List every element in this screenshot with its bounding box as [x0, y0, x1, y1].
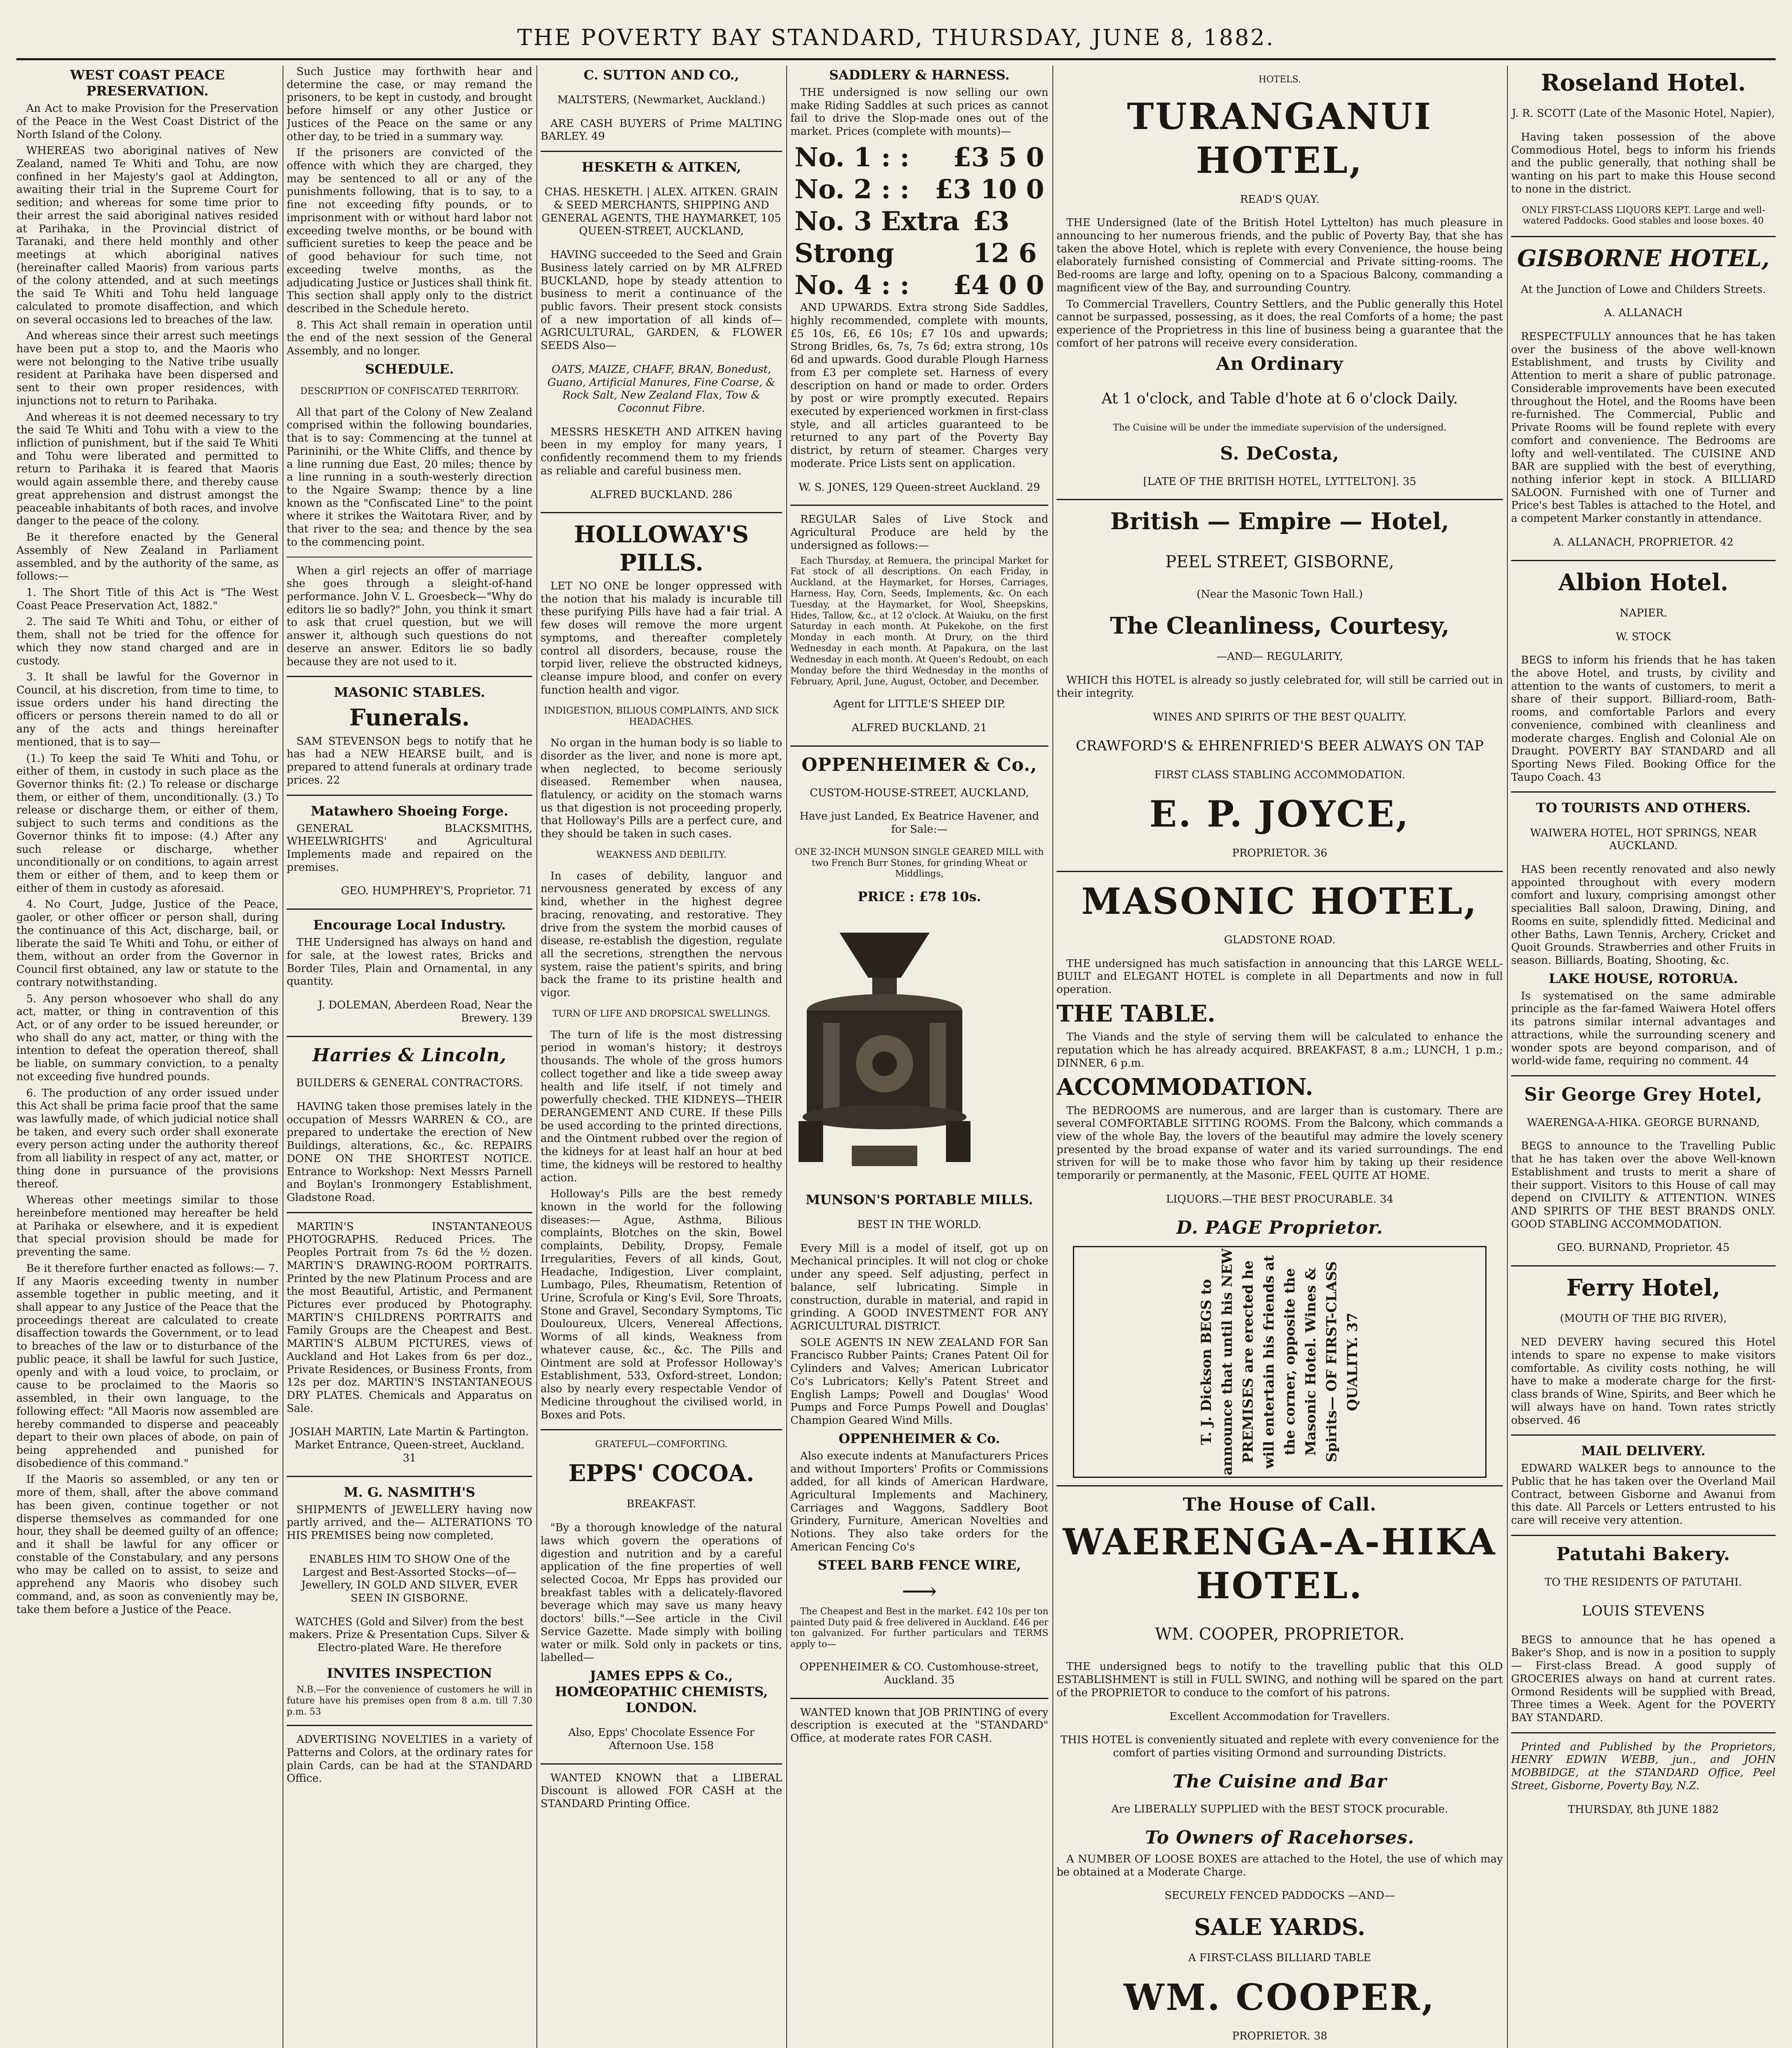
- ad-heading: British — Empire — Hotel,: [1110, 508, 1449, 535]
- price-value: £3 5 0: [953, 142, 1044, 173]
- ad-subheading: BEST IN THE WORLD.: [857, 1218, 982, 1231]
- price-value: £3 12 6: [973, 206, 1037, 269]
- ad-text: LET NO ONE be longer oppressed with the notion that his malady is incurable till these purifying Pills have had a fair trial. A few doses will remove the more urgent symptoms, and thereafter completely control all disorders, because, rouse the torpid liver, relieve the obstructed kidneys, cleanse impure blood, and confer on every function health and vigor.: [541, 580, 782, 696]
- divider: [1511, 236, 1776, 237]
- ad-subheading: BREAKFAST.: [626, 1498, 696, 1511]
- article-paragraph: 1. The Short Title of this Act is "The West Coast Peace Preservation Act, 1882.": [16, 586, 278, 612]
- ad-text: ONE 32-INCH MUNSON SINGLE GEARED MILL with two French Burr Stones, for grinding Wheat or Middlings,: [795, 847, 1044, 879]
- ad-heading: SADDLERY & HARNESS.: [829, 67, 1010, 83]
- price-value: £4 0 0: [953, 270, 1044, 301]
- ad-subheading: (MOUTH OF THE BIG RIVER),: [1560, 1312, 1727, 1325]
- ad-heading: TURANGANUI HOTEL,: [1127, 95, 1432, 182]
- ad-heading: The Cleanliness, Courtesy,: [1110, 612, 1450, 640]
- ad-text: WANTED KNOWN that a LIBERAL Discount is allowed FOR CASH at the STANDARD Printing Office.: [541, 1772, 782, 1810]
- ad-text: T. J. Dickson BEGS to announce that until his NEW PREMISES are erected he will entertain his friends at the corner, opposite the Masonic Hotel. Wines & Spirits— OF FIRST-CLASS QUALITY. 37: [1198, 1248, 1361, 1476]
- divider: [541, 151, 782, 152]
- ad-text: MESSRS HESKETH AND AITKEN having been in my employ for many years, I confidently recommend them to my friends as reliable and careful business men.: [541, 426, 782, 477]
- ad-text: Every Mill is a model of itself, got up on Mechanical principles. It will not clog or choke under any speed. Self adjusting, perfect in balance, self lubricating. Simple in construction, durable in material, and rapid in grinding. A GOOD INVESTMENT FOR ANY AGRICULTURAL DISTRICT.: [790, 1242, 1048, 1333]
- article-paragraph: (1.) To keep the said Te Whiti and Tohu, or either of them, in custody in such place as the Governor thinks fit: (2.) To release or discharge them, or either of them, unconditionally. (3.) To release or discharge them, or either of them, subject to such terms and conditions as the Governor thinks fit to impose: (4.) After any such release or discharge, whether unconditionally or on conditions, to again arrest them or either of them, and to keep them or either of them in custody as aforesaid.: [16, 752, 278, 895]
- ad-text: PROPRIETOR. 36: [1232, 847, 1328, 859]
- ad-text: RESPECTFULLY announces that he has taken over the business of the above well-known Establishment, and trusts by Civility and Attention to merit a share of public patronage. Considerable improvements have been executed throughout the Hotel, and the Rooms have been re-furnished. The Commercial, Public and Private Rooms will be found replete with every comfort and convenience. The Bedrooms are lofty and well-ventilated. The CUISINE AND BAR are supplied with the best of everything, nothing inferior kept in stock. A BILLIARD SALOON. Furnished with one of Turner and Price's best Tables is attached to the Hotel, and a competent Marker constantly in attendance.: [1511, 331, 1776, 525]
- ad-signature: ALFRED BUCKLAND. 286: [590, 488, 733, 501]
- barbed-wire-arrow-icon: ⟶: [901, 1577, 937, 1606]
- column-rule: [786, 66, 787, 2048]
- column-5: [1057, 66, 1503, 2048]
- column-3: [541, 66, 782, 2048]
- article-paragraph: And whereas since their arrest such meetings have been put a stop to, and the Maoris who were not belonging to the Native tribe usually resident at Parihaka have been dispersed and sent to their own proper residences, with injunctions not to return to Parihaka.: [16, 330, 278, 407]
- dickson-ad-box: [1073, 1246, 1487, 1478]
- ad-text: Holloway's Pills are the best remedy known in the world for the following diseases:— Ague, Asthma, Bilious complaints, Blotches on the skin, Bowel complaints, Debility, Dropsy, Female Irregularities, Fevers of all kinds, Gout, Headache, Indigestion, Liver complaint, Lumbago, Piles, Rheumatism, Retention of Urine, Scrofula or King's Evil, Sore Throats, Stone and Gravel, Secondary Symptoms, Tic Douloureux, Ulcers, Venereal Affections, Worms of all kinds, Weakness from whatever cause, &c., &c. The Pills and Ointment are sold at Professor Holloway's Establishment, 533, Oxford-street, London; also by nearly every respectable Vendor of Medicine throughout the civilised world, in Boxes and Pots.: [541, 1188, 782, 1421]
- masthead: THE POVERTY BAY STANDARD, THURSDAY, JUNE 8, 1882.: [517, 25, 1275, 50]
- ad-subheading: TURN OF LIFE AND DROPSICAL SWELLINGS.: [552, 1008, 771, 1019]
- article-paragraph: 5. Any person whosoever who shall do any act, matter, or thing in contravention of this Act, or of any order to be issued hereunder, or who shall do any act, matter, or thing with the intention to defeat the operation thereof, shall be liable, on summary conviction, to a penalty not exceeding five hundred pounds.: [16, 992, 278, 1083]
- ad-subheading: TO THE RESIDENTS OF PATUTAHI.: [1544, 1576, 1742, 1588]
- ad-text: WHICH this HOTEL is already so justly celebrated for, will still be carried out in their integrity.: [1057, 674, 1503, 700]
- ad-heading: C. SUTTON AND CO.,: [584, 67, 739, 83]
- divider: [287, 795, 532, 796]
- ad-heading: OPPENHEIMER & Co.: [838, 1430, 1000, 1446]
- ad-subheading: WAERENGA-A-HIKA. GEORGE BURNAND,: [1527, 1116, 1760, 1129]
- ad-text: In cases of debility, languor and nervousness generated by excess of any kind, whether in the highest degree bracing, renovating, and restorative. They drive from the system the morbid causes of disease, re-establish the digestion, regulate all the secretions, strengthen the nervous system, raise the patient's spirits, and bring back the frame to its pristine health and vigor.: [541, 870, 782, 999]
- ad-text: Each Thursday, at Remuera, the principal Market for Fat stock of all descriptions. On each Friday, in Auckland, at the Haymarket, for Horses, Carriages, Harness, Hay, Corn, Seeds, Implements, &c. On each Tuesday, at the Haymarket, for Wool, Sheepskins, Hides, Tallow, &c., at 12 o'clock. At Waiuku, on the first Saturday in each month. At Pukekohe, on the first Monday in each month. At Drury, on the third Wednesday in each month. At Papakura, on the last Wednesday in each month. At Queen's Redoubt, on each Monday before the third Wednesday in the months of February, April, June, August, October, and December.: [790, 555, 1048, 687]
- ad-text: The Cuisine will be under the immediate supervision of the undersigned.: [1113, 423, 1447, 433]
- ad-signature: J. DOLEMAN, Aberdeen Road, Near the Brewery. 139: [318, 999, 532, 1024]
- divider: [790, 745, 1048, 747]
- ad-signature: LOUIS STEVENS: [1582, 1603, 1705, 1620]
- price-line: [794, 270, 1044, 301]
- column-rule: [536, 66, 537, 2048]
- ad-text: THE undersigned begs to notify to the travelling public that this OLD ESTABLISHMENT is still in FULL SWING, and nothing will be spared on the part of the PROPRIETOR to conduce to the comfort of his patrons.: [1057, 1661, 1503, 1699]
- ad-subheading: GLADSTONE ROAD.: [1224, 933, 1335, 946]
- ad-text: To Commercial Travellers, Country Settlers, and the Public generally this Hotel cannot be surpassed, possessing, as it does, the real Comforts of a home; the past experience of the Proprietress in this line of business being a guarantee that the comfort of her patrons will receive every consideration.: [1057, 298, 1503, 349]
- ad-heading: Roseland Hotel.: [1541, 69, 1746, 96]
- ad-signature: ALFRED BUCKLAND. 21: [851, 722, 987, 734]
- ad-text: WINES AND SPIRITS OF THE BEST QUALITY.: [1153, 711, 1407, 723]
- ad-text: Having taken possession of the above Commodious Hotel, begs to inform his friends and the public generally, that nothing shall be wanting on his part to make this House second to none in the district.: [1511, 131, 1776, 195]
- ad-text: OATS, MAIZE, CHAFF, BRAN, Bonedust, Guano, Artificial Manures, Fine Coarse, & Rock Salt, New Zealand Flax, Tow & Coconnut Fibre.: [547, 363, 776, 415]
- article-paragraph: 2. The said Te Whiti and Tohu, or either of them, shall not be tried for the offence for which they now stand charged and are in custody.: [16, 616, 278, 667]
- ad-heading: LAKE HOUSE, ROTORUA.: [1548, 970, 1738, 986]
- ad-subheading: GRATEFUL—COMFORTING.: [595, 1439, 728, 1450]
- ad-heading: STEEL BARB FENCE WIRE,: [817, 1557, 1021, 1573]
- ad-text: HAVING succeeded to the Seed and Grain Business lately carried on by MR ALFRED BUCKLAND, hope by steady attention to business to merit a continuance of the public favors. Their present stock consists of a new importation of all kinds of— AGRICULTURAL, GARDEN, & FLOWER SEEDS Also—: [541, 249, 782, 352]
- article-title: WEST COAST PEACE PRESERVATION.: [70, 67, 225, 99]
- ad-signature: GEO. HUMPHREY'S, Proprietor. 71: [341, 885, 532, 897]
- ad-text: A FIRST-CLASS BILLIARD TABLE: [1188, 1952, 1371, 1964]
- ad-text: SOLE AGENTS IN NEW ZEALAND FOR San Francisco Rubber Paints; Cranes Patent Oil for Cylinders and Valves; American Lubricator Co's Lubricators; Kelly's Patent Street and English Lamps; Powell and Douglas' Wood Pumps and Force Pumps Powell and Douglas' Champion Geared Wind Mills.: [790, 1336, 1048, 1427]
- portable-mill-illustration: [790, 916, 979, 1178]
- divider: [287, 908, 532, 910]
- ad-heading: Matawhero Shoeing Forge.: [310, 803, 509, 819]
- article-paragraph: Be it therefore enacted by the General Assembly of New Zealand in Parliament assembled, and by the authority of the same, as follows:—: [16, 531, 278, 583]
- ad-text: GENERAL BLACKSMITHS, WHEELWRIGHTS' and Agricultural Implements made and repaired on the premises.: [287, 822, 532, 874]
- ad-signature: A. ALLANACH, PROPRIETOR. 42: [1553, 536, 1734, 548]
- ad-text: N.B.—For the convenience of customers he will in future have his premises open from 8 a.m. till 7.30 p.m. 53: [287, 1684, 532, 1717]
- ad-text: THIS HOTEL is conveniently situated and replete with every convenience for the comfort of parties visiting Ormond and surrounding Districts.: [1060, 1734, 1499, 1760]
- ad-text: Also, Epps' Chocolate Essence For Afternoon Use. 158: [568, 1726, 755, 1752]
- ad-subheading: MALTSTERS, (Newmarket, Auckland.): [557, 94, 765, 106]
- divider: [287, 1212, 532, 1213]
- ad-text: THE undersigned has much satisfaction in announcing that this LARGE WELL-BUILT and ELEGANT HOTEL is complete in all Departments and now in full operation.: [1057, 957, 1503, 996]
- divider: [1511, 1535, 1776, 1536]
- ad-text: HAS been recently renovated and also newly appointed throughout with every modern comfort and luxury, comprising amongst other specialities Ball saloon, Drawing, Dining, and Rooms en suite, splendidly fitted. Medicinal and other Baths, Lawn Tennis, Archery, Cricket and Quoit Grounds. Strawberries and other Fruits in season. Billiards, Boating, Shooting, &c.: [1511, 863, 1776, 967]
- article-paragraph: WHEREAS two aboriginal natives of New Zealand, named Te Whiti and Tohu, are now confined in her Majesty's gaol at Addington, awaiting their trial in the Supreme Court for sedition; and whereas for some time prior to their arrest the said aboriginal natives resided at Parihaka, in the Provincial district of Taranaki, and there held monthly and other meetings at which aboriginal natives (hereinafter called Maoris) from various parts of the colony attended, and at such meetings the said Te Whiti and Tohu held language calculated to promote disaffection, and which on several occasions led to breaches of the law.: [16, 145, 278, 326]
- divider: [1511, 1265, 1776, 1266]
- article-paragraph: 4. No Court, Judge, Justice of the Peace, gaoler, or other officer or person shall, during the continuance of this Act, discharge, bail, or liberate the said Te Whiti and Tohu, or either of them, without an order from the Governor in Council first obtained, any law or statute to the contrary notwithstanding.: [16, 898, 278, 989]
- ad-subheading: WAIWERA HOTEL, HOT SPRINGS, NEAR AUCKLAND.: [1530, 827, 1757, 852]
- ad-subheading: CHAS. HESKETH. | ALEX. AITKEN. GRAIN & SEED MERCHANTS, SHIPPING AND GENERAL AGENTS, THE HAYMARKET, 105 QUEEN-STREET, AUCKLAND,: [541, 186, 781, 238]
- ad-text: A. ALLANACH: [1604, 307, 1683, 319]
- ad-heading: Albion Hotel.: [1558, 569, 1729, 596]
- ad-text: NED DEVERY having secured this Hotel intends to spare no expense to make visitors comfortable. As civility costs nothing, he will have to make a moderate charge for the first-class brands of Wine, Spirits, and Beer which he will always have on hand. Town rates strictly observed. 46: [1511, 1336, 1776, 1427]
- ad-heading: The Cuisine and Bar: [1172, 1771, 1387, 1792]
- ad-signature: WM. COOPER,: [1124, 1976, 1436, 2019]
- ad-text: WANTED known that JOB PRINTING of every description is executed at the "STANDARD" Office, at moderate rates FOR CASH.: [790, 1706, 1048, 1744]
- ad-subheading: NAPIER.: [1619, 607, 1668, 619]
- ad-heading: HESKETH & AITKEN,: [581, 159, 741, 175]
- ad-subheading: READ'S QUAY.: [1240, 193, 1319, 206]
- ad-text: SHIPMENTS of JEWELLERY having now partly arrived, and the— ALTERATIONS TO HIS PREMISES being now completed,: [287, 1503, 532, 1542]
- ad-heading: Harries & Lincoln,: [312, 1044, 507, 1066]
- price-line: [794, 206, 1044, 270]
- ad-heading: MASONIC HOTEL,: [1081, 879, 1478, 922]
- ad-text: BEGS to announce to the Travelling Public that he has taken over the above Well-known Establishment and trusts to merit a share of their support. Visitors to this House of call may depend on CIVILITY & ATTENTION. WINES AND SPIRITS OF THE BEST BRANDS ONLY. GOOD STABLING ACCOMMODATION.: [1511, 1140, 1776, 1230]
- article-paragraph: Whereas other meetings similar to those hereinbefore mentioned may hereafter be held at Parihaka or elsewhere, and it is expedient that special provision should be made for preventing the same.: [16, 1194, 278, 1259]
- ad-text: ONLY FIRST-CLASS LIQUORS KEPT. Large and well-watered Paddocks. Good stables and loose boxes. 40: [1521, 205, 1765, 227]
- divider: [1511, 560, 1776, 561]
- ad-text: THE undersigned is now selling our own make Riding Saddles at such prices as cannot fail to drive the Slop-made ones out of the market. Prices (complete with mounts)—: [790, 86, 1048, 138]
- ad-text: The BEDROOMS are numerous, and are larger than is customary. There are several COMFORTABLE SITTING ROOMS. From the Balcony, which commands a view of the whole Bay, the lovers of the beautiful may admire the lovely scenery presented by the broad expanse of water and its varied surroundings. The end striven for will be to make those who favor him by taking up their residence temporarily or permanently, at the Masonic, FEEL QUITE AT HOME.: [1057, 1104, 1503, 1182]
- ad-text: EDWARD WALKER begs to announce to the Public that he has taken over the Overland Mail Contract, between Gisborne and Awanui from this date. All Parcels or Letters entrusted to his care will receive very attention.: [1511, 1462, 1776, 1527]
- ad-text: Is systematised on the same admirable principle as the far-famed Waiwera Hotel offers its patrons similar internal advantages and attractions, while the surrounding scenery and wonder spots are beyond comparison, and of world-wide fame, requiring no comment. 44: [1511, 990, 1776, 1067]
- ad-text: The Viands and the style of serving them will be calculated to enhance the reputation which he has already acquired. BREAKFAST, 8 a.m.; LUNCH, 1 p.m.; DINNER, 6 p.m.: [1057, 1031, 1503, 1069]
- divider: [1057, 871, 1503, 872]
- imprint: Printed and Published by the Proprietors, HENRY EDWIN WEBB, jun., and JOHN MOBBIDGE, at the STANDARD Office, Peel Street, Gisborne, Poverty Bay, N.Z.: [1511, 1740, 1776, 1792]
- ad-signature: JAMES EPPS & Co., HOMŒOPATHIC CHEMISTS, LONDON.: [554, 1667, 768, 1716]
- article-paragraph: 8. This Act shall remain in operation until the end of the next session of the General Assembly, and no longer.: [287, 319, 532, 358]
- ad-text: PROPRIETOR. 38: [1232, 2030, 1328, 2043]
- ad-text: FIRST CLASS STABLING ACCOMMODATION.: [1154, 768, 1405, 781]
- article-paragraph: And whereas it is not deemed necessary to try the said Te Whiti and Tohu with a view to the infliction of punishment, but if the said Te Whiti and Tohu were liberated and permitted to return to Parihaka it is feared that Maoris would again assemble there, and thereby cause great apprehension and distrust amongst the peaceable inhabitants of both races, and involve danger to the peace of the colony.: [16, 411, 278, 528]
- ad-heading: To Owners of Racehorses.: [1145, 1827, 1414, 1849]
- divider: [1057, 1485, 1503, 1486]
- ad-text: AND UPWARDS. Extra strong Side Saddles, highly recommended, complete with mounts, £5 10s, £6, £6 10s; £7 10s and upwards; Strong Bridles, 6s, 7s, 7s 6d; extra strong, 10s 6d and upwards. Good durable Plough Harness from £3 per complete set. Harness of every description on hand or made to order. Orders by post or wire promptly executed. Repairs executed by experienced workmen in first-class style, and all articles guaranteed to be returned to any part of the Poverty Bay district, by return of steamer. Charges very moderate. Price Lists sent on application.: [790, 301, 1048, 470]
- price-value: £3 10 0: [934, 174, 1044, 205]
- divider: [287, 1036, 532, 1037]
- ad-subheading: WEAKNESS AND DEBILITY.: [596, 850, 727, 860]
- ad-text: MARTIN'S INSTANTANEOUS PHOTOGRAPHS. Reduced Prices. The Peoples Portrait from 7s 6d the ½ dozen. MARTIN'S DRAWING-ROOM PORTRAITS. Printed by the new Platinum Process and are the most Beautiful, Artistic, and Permanent Pictures ever produced by Photography. MARTIN'S CHILDRENS PORTRAITS and Family Groups are the Cheapest and Best. MARTIN'S ALBUM PICTURES, views of Auckland and Hot Lakes from 6s per doz., Private Residences, or Business Fronts, from 12s per doz. MARTIN'S INSTANTANEOUS DRY PLATES. Chemicals and Apparatus on Sale.: [287, 1220, 532, 1415]
- ad-heading: The House of Call.: [1183, 1494, 1377, 1516]
- ad-text: At 1 o'clock, and Table d'hote at 6 o'clock Daily.: [1102, 390, 1458, 408]
- ad-text: LIQUORS.—THE BEST PROCURABLE. 34: [1166, 1193, 1394, 1205]
- ad-subheading: At the Junction of Lowe and Childers Streets.: [1520, 283, 1766, 296]
- divider: [1511, 1434, 1776, 1436]
- ad-subheading: CUSTOM-HOUSE-STREET, AUCKLAND,: [810, 786, 1029, 799]
- ad-subheading: BUILDERS & GENERAL CONTRACTORS.: [296, 1077, 523, 1090]
- column-rule: [1052, 66, 1053, 2048]
- ad-text: ARE CASH BUYERS of Prime MALTING BARLEY. 49: [541, 117, 782, 143]
- ad-text: CRAWFORD'S & EHRENFRIED'S BEER ALWAYS ON TAP: [1075, 738, 1484, 754]
- price-line: [794, 142, 1044, 174]
- imprint-date: THURSDAY, 8th JUNE 1882: [1568, 1803, 1719, 1816]
- ad-heading: INVITES INSPECTION: [327, 1665, 492, 1681]
- column-rule: [1507, 66, 1508, 2048]
- ad-text: "By a thorough knowledge of the natural laws which govern the operations of digestion and nutrition and by a careful application of the fine properties of well selected Cocoa, Mr Epps has provided our breakfast tables with a delicately-flavored beverage which may save us many heavy doctors' bills."—See article in the Civil Service Gazette. Made simply with boiling water or milk. Sold only in packets or tins, labelled—: [541, 1522, 782, 1664]
- ad-price: PRICE : £78 10s.: [858, 889, 981, 905]
- ad-heading: M. G. NASMITH'S: [344, 1484, 475, 1500]
- ad-signature: GEO. BURNAND, Proprietor. 45: [1557, 1241, 1730, 1254]
- ad-text: BEGS to inform his friends that he has taken the above Hotel, and trusts, by civility and attention to the wants of customers, to merit a share of their support. Billiard-room, Bath-rooms, and comfortable Parlors and every convenience, combined with cleanliness and moderate charges. English and Colonial Ale on Draught. POVERTY BAY STANDARD and all Sporting News Filed. Booking Office for the Taupo Coach. 43: [1511, 654, 1776, 784]
- divider: [1511, 1075, 1776, 1076]
- article-paragraph: Be it therefore further enacted as follows:— 7. If any Maoris exceeding twenty in number assemble together in public meeting, and it shall appear to any Justice of the Peace that the proceedings thereat are calculated to create disaffection towards the Government, or to lead to breaches of the law or to disturbance of the public peace, it shall be lawful for such Justice, openly and with a loud voice, to proclaim, or cause to be proclaimed to the Maoris so assembled, in their own language, to the following effect: "All Maoris now assembled are hereby commanded to disperse and peaceably depart to their own places of abode, on pain of being apprehended and punished for disobedience of this command.": [16, 1262, 278, 1470]
- price-line: [794, 174, 1044, 206]
- divider: [541, 1763, 782, 1765]
- ad-text: Agent for LITTLE'S SHEEP DIP.: [833, 698, 1006, 711]
- ad-heading: Patutahi Bakery.: [1556, 1543, 1731, 1565]
- ad-heading: MASONIC STABLES.: [334, 684, 485, 700]
- ad-text: (Near the Masonic Town Hall.): [1197, 588, 1363, 601]
- divider: [790, 505, 1048, 506]
- ad-heading: ACCOMMODATION.: [1057, 1074, 1313, 1101]
- ad-heading: HOLLOWAY'S PILLS.: [574, 521, 749, 576]
- article-paragraph: If the prisoners are convicted of the offence with which they are charged, they may be sentenced to all or any of the punishments following, that is to say, to a fine not exceeding fifty pounds, or to imprisonment with or without hard labor not exceeding twelve months, or be bound with sufficient sureties to keep the peace and be of good behaviour for such time, not exceeding twelve months, as the adjudicating Justice or Justices shall think fit. This section shall apply only to the district described in the Schedule hereto.: [287, 147, 532, 315]
- ad-heading: An Ordinary: [1216, 353, 1344, 375]
- schedule-heading: SCHEDULE.: [365, 361, 454, 377]
- ad-subheading: J. R. SCOTT (Late of the Masonic Hotel, Napier),: [1511, 107, 1775, 120]
- column-4: [790, 66, 1048, 2048]
- ad-heading: OPPENHEIMER & Co.,: [801, 754, 1037, 775]
- divider: [1057, 499, 1503, 500]
- ad-text: —AND— REGULARITY,: [1216, 650, 1343, 663]
- article-paragraph: 3. It shall be lawful for the Governor in Council, at his discretion, from time to time, to issue orders under his hand directing the officers or persons therein named to do all or any of the acts and things hereinafter mentioned, that is to say—: [16, 671, 278, 748]
- ad-heading: Funerals.: [349, 704, 470, 732]
- ad-signature: S. DeCosta,: [1220, 443, 1339, 464]
- divider: [1511, 1732, 1776, 1733]
- ad-signature: E. P. JOYCE,: [1149, 793, 1410, 836]
- column-2: [287, 66, 532, 2048]
- anecdote: When a girl rejects an offer of marriage she goes through a sleight-of-hand performance. John V. L. Groesbeck—"Why do editors lie so badly?" John, you think it smart to ask that cruel question, but we will answer it, although such questions do not deserve an answer. Editors lie so badly because they are not used to it.: [287, 564, 532, 668]
- ad-text: HAVING taken those premises lately in the occupation of Messrs WARREN & CO., are prepared to undertake the erection of New Buildings, alterations, &c., &c. REPAIRS DONE ON THE SHORTEST NOTICE. Entrance to Workshop: Next Messrs Parnell and Boylan's Ironmongery Establishment, Gladstone Road.: [287, 1100, 532, 1204]
- price-label: No. 2 : :: [794, 174, 910, 205]
- section-heading: HOTELS.: [1258, 75, 1301, 85]
- ad-text: [LATE OF THE BRITISH HOTEL, LYTTELTON]. 35: [1143, 475, 1416, 488]
- divider: [790, 1698, 1048, 1699]
- ad-heading: MAIL DELIVERY.: [1581, 1443, 1706, 1459]
- ad-heading: SALE YARDS.: [1194, 1913, 1366, 1941]
- ad-heading: WAERENGA-A-HIKA HOTEL.: [1063, 1520, 1497, 1607]
- ad-heading: EPPS' COCOA.: [568, 1460, 754, 1487]
- article-paragraph: If the Maoris so assembled, or any ten or more of them, shall, after the above command has been given, continue together or not disperse themselves as commanded for one hour, they shall be deemed guilty of an offence; and it shall be lawful for any officer or constable of the Constabulary, and any persons who may be called on to assist, to seize and apprehend any Maoris who disobey such command, and, as soon as conveniently may be, take them before a Justice of the Peace.: [16, 1473, 278, 1616]
- ad-heading: MUNSON'S PORTABLE MILLS.: [805, 1192, 1033, 1208]
- ad-text: SAM STEVENSON begs to notify that he has had a NEW HEARSE built, and is prepared to attend funerals at ordinary trade prices. 22: [287, 735, 532, 786]
- ad-signature: D. PAGE Proprietor.: [1176, 1217, 1383, 1238]
- ad-text: REGULAR Sales of Live Stock and Agricultural Produce are held by the undersigned as follows:—: [790, 513, 1048, 552]
- ad-heading: Sir George Grey Hotel,: [1524, 1084, 1763, 1106]
- ad-signature: WM. COOPER, PROPRIETOR.: [1155, 1624, 1405, 1644]
- divider: [1511, 791, 1776, 793]
- ad-text: ADVERTISING NOVELTIES in a variety of Patterns and Colors, at the ordinary rates for plain Cards, can be had at the STANDARD Office.: [287, 1733, 532, 1785]
- ad-heading: Ferry Hotel,: [1566, 1274, 1720, 1302]
- ad-heading: Encourage Local Industry.: [313, 917, 506, 933]
- ad-signature: OPPENHEIMER & CO. Customhouse-street, Auckland. 35: [799, 1661, 1039, 1686]
- ad-text: BEGS to announce that he has opened a Baker's Shop, and is now in a position to supply— First-class Bread. A good supply of GROCERIES always on hand at current rates. Ormond Residents will be supplied with Bread, Three times a Week. Agent for the POVERTY BAY STANDARD.: [1511, 1633, 1776, 1724]
- article-paragraph: 6. The production of any order issued under this Act shall be prima facie proof that the same was lawfully made, of which judicial notice shall be taken, and every such order shall exonerate every person acting under the authority thereof from all liability in respect of any act, matter, or thing done in pursuance of the provisions thereof.: [16, 1087, 278, 1190]
- ad-text: WATCHES (Gold and Silver) from the best makers. Prize & Presentation Cups. Silver & Electro-plated Ware. He therefore: [289, 1615, 530, 1654]
- column-6: [1511, 66, 1776, 2048]
- schedule-text: All that part of the Colony of New Zealand comprised within the following boundaries, that is to say: Commencing at the tunnel at Parininihi, or the White Cliffs, and thence by a line running due East, 20 miles; thence by a line running in a south-westerly direction to the Ngaire Swamp; thence by a line known as the "Confiscated Line" to the point where it strikes the Waitotara River, and by that river to the sea; and thence by the sea to the commencing point.: [287, 406, 532, 548]
- ad-text: Excellent Accommodation for Travellers.: [1169, 1710, 1390, 1723]
- ad-subheading: INDIGESTION, BILIOUS COMPLAINTS, AND SICK HEADACHES.: [544, 706, 779, 727]
- ad-text: Are LIBERALLY SUPPLIED with the BEST STOCK procurable.: [1111, 1803, 1448, 1816]
- ad-subheading: PEEL STREET, GISBORNE,: [1165, 552, 1394, 571]
- ad-text: Also execute indents at Manufacturers Prices and without Importers' Profits or Commissions added, for all kinds of American Hardware, Agricultural Implements and Machinery, Carriages and Waggons, Saddlery Boot Grindery, Furniture, American Novelties and Notions. They also take orders for the American Fencing Co's: [790, 1450, 1048, 1553]
- ad-text: SECURELY FENCED PADDOCKS —AND—: [1164, 1889, 1395, 1902]
- schedule-subheading: DESCRIPTION OF CONFISCATED TERRITORY.: [300, 386, 519, 396]
- ad-text: The Cheapest and Best in the market. £42 10s per ton painted Duty paid & free delivered in Auckland. £46 per ton galvanized. For further particulars and TERMS apply to—: [790, 1606, 1048, 1650]
- price-label: No. 1 : :: [794, 142, 910, 173]
- ad-text: Have just Landed, Ex Beatrice Havener, and for Sale:—: [799, 810, 1039, 836]
- ad-heading: GISBORNE HOTEL,: [1517, 245, 1770, 272]
- price-label: No. 4 : :: [794, 270, 910, 301]
- ad-signature: JOSIAH MARTIN, Late Martin & Partington. Market Entrance, Queen-street, Auckland. 31: [290, 1426, 529, 1464]
- ad-text: A NUMBER OF LOOSE BOXES are attached to the Hotel, the use of which may be obtained at a Moderate Charge.: [1057, 1853, 1503, 1878]
- ad-text: The turn of life is the most distressing period in woman's history; it destroys thousands. The whole of the gross humors collect together and like a tide sweep away health and life itself, if not timely and powerfully checked. THE KIDNEYS—THEIR DERANGEMENT AND CURE. If these Pills be used according to the printed directions, and the Ointment rubbed over the region of the kidneys for at least half an hour at bed time, the kidneys will be restored to healthy action.: [541, 1029, 782, 1184]
- ad-text: THE Undersigned (late of the British Hotel Lyttelton) has much pleasure in announcing to her numerous friends, and the public of Poverty Bay, that she has taken the above Hotel, which is replete with every Convenience, the house being elaborately furnished consisting of Commercial and Private sitting-rooms. The Bed-rooms are large and lofty, opening on to a Spacious Balcony, commanding a magnificent view of the Bay, and surrounding Country.: [1057, 217, 1503, 294]
- article-paragraph: Such Justice may forthwith hear and determine the case, or may remand the prisoners, to be kept in custody, and brought before himself or any other Justice or Justices of the Peace on the same or any other day, to be tried in a summary way.: [287, 66, 532, 143]
- ad-signature: W. S. JONES, 129 Queen-street Auckland. 29: [799, 481, 1040, 494]
- divider: [287, 1476, 532, 1477]
- article-paragraph: An Act to make Provision for the Preservation of the Peace in the West Coast District of the North Island of the Colony.: [16, 102, 278, 141]
- ad-text: No organ in the human body is so liable to disorder as the liver, and none is more apt, when neglected, to become seriously diseased. Remember when nausea, flatulency, or acidity on the stomach warns us that digestion is not proceeding properly, that Holloway's Pills are a perfect cure, and they should be taken in such cases.: [541, 737, 782, 840]
- divider: [541, 512, 782, 513]
- ad-heading: TO TOURISTS AND OTHERS.: [1536, 800, 1751, 816]
- divider: [287, 1725, 532, 1726]
- ad-text: ENABLES HIM TO SHOW One of the Largest and Best-Assorted Stocks—of—Jewellery, IN GOLD AND SILVER, EVER SEEN IN GISBORNE.: [301, 1553, 518, 1604]
- ad-heading: THE TABLE.: [1057, 1000, 1215, 1027]
- ad-text: W. STOCK: [1616, 630, 1671, 643]
- divider: [541, 1429, 782, 1430]
- column-1: [16, 66, 278, 2048]
- price-label: No. 3 Extra Strong: [794, 206, 960, 269]
- ad-text: THE Undersigned has always on hand and for sale, at the lowest rates, Bricks and Border Tiles, Plain and Ornamental, in any quantity.: [287, 936, 532, 988]
- masthead-rule: [16, 58, 1776, 60]
- divider: [287, 676, 532, 677]
